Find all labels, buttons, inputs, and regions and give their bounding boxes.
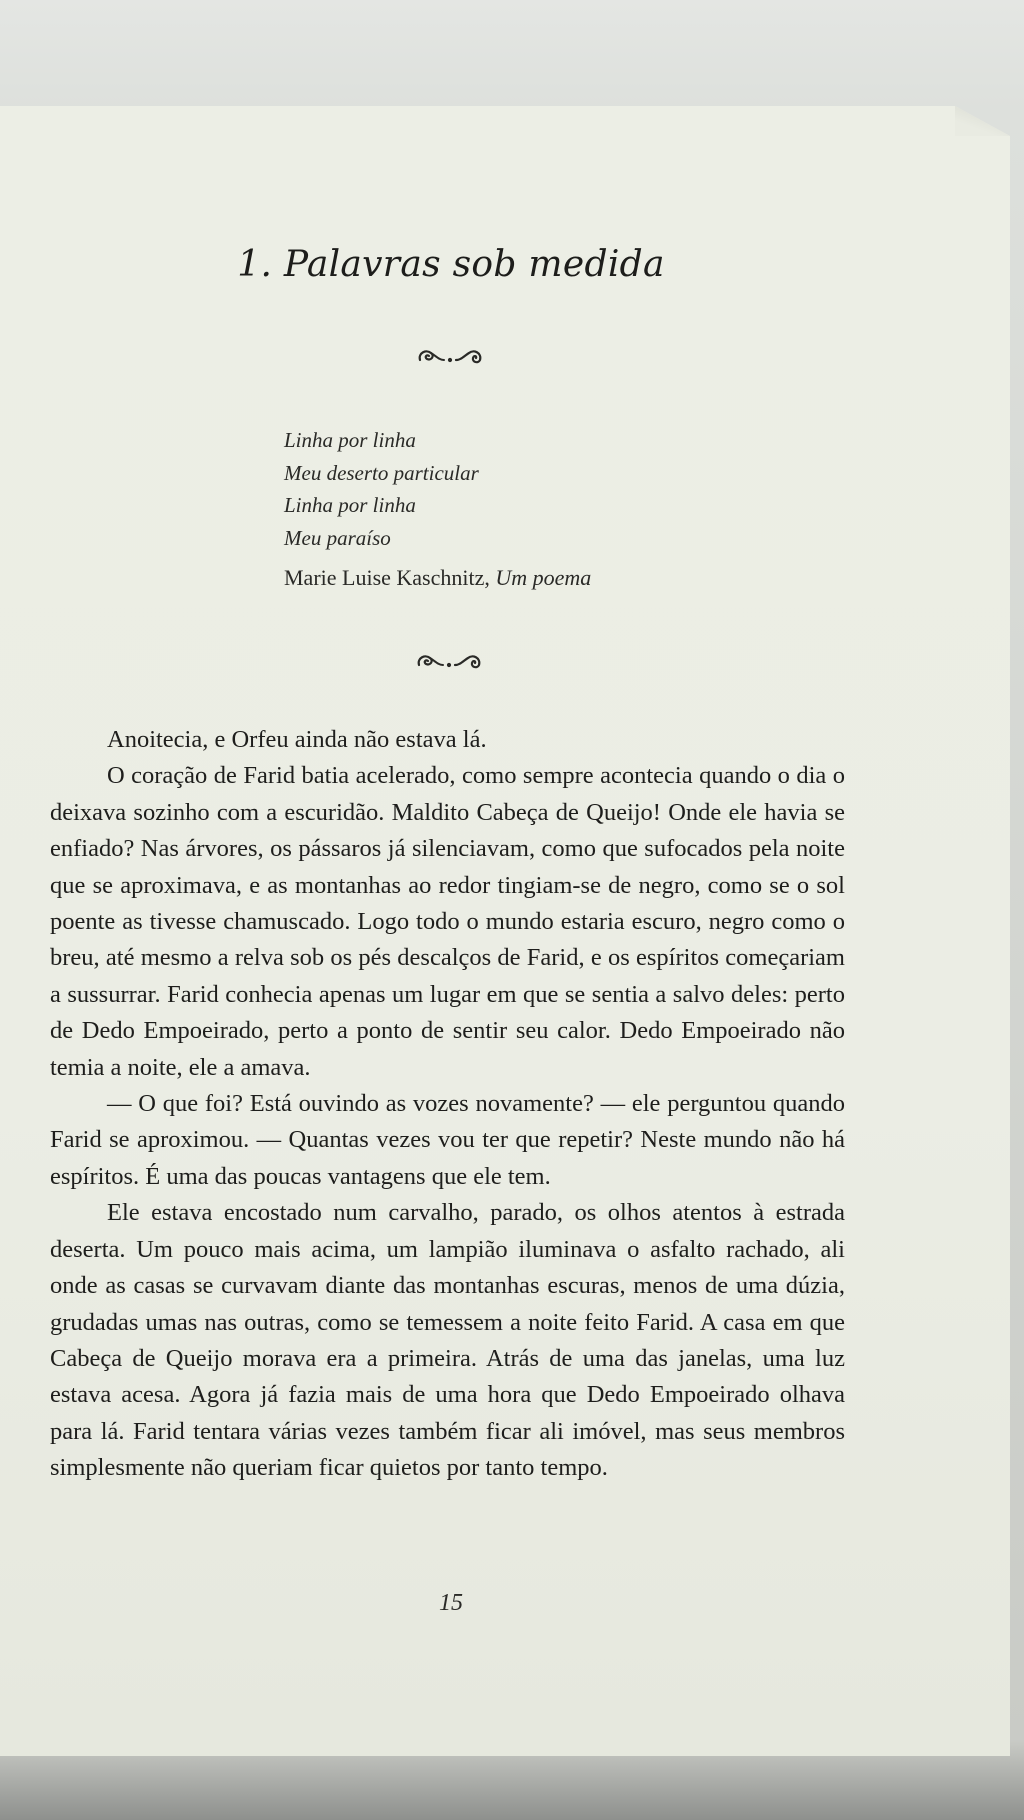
page-number: 15	[439, 1590, 463, 1616]
chapter-title: 1. Palavras sob medida	[237, 244, 665, 285]
epigraph-author: Marie Luise Kaschnitz,	[284, 565, 490, 590]
page-corner-fold	[955, 106, 1010, 136]
epigraph	[284, 424, 804, 594]
body-paragraph: Ele estava encostado num carvalho, parado, os olhos atentos à estrada deserta. Um pouco mais acima, um lampião iluminava o asfalto rachado, ali onde as casas se curvavam diante das montanhas escuras, menos de uma dúzia, grudadas umas nas outras, como se temessem a noite feito Farid. A casa em que Cabeça de Queijo morava era a primeira. Atrás de uma das janelas, uma luz estava acesa. Agora já fazia mais de uma hora que Dedo Empoeirado olhava para lá. Farid tentara várias vezes também ficar ali imóvel, mas seus membros simplesmente não queriam ficar quietos por tanto tempo.	[50, 1199, 845, 1482]
body-paragraph: — O que foi? Está ouvindo as vozes novamente? — ele perguntou quando Farid se aproximou. — Quantas vezes vou ter que repetir? Neste mundo não há espíritos. É uma das poucas vantagens que ele tem.	[50, 1090, 845, 1190]
flourish-ornament-icon	[416, 343, 486, 369]
epigraph-line: Linha por linha	[284, 493, 416, 517]
chapter-body	[50, 722, 845, 1487]
epigraph-line: Meu deserto particular	[284, 460, 479, 485]
epigraph-attribution	[284, 562, 804, 594]
body-paragraph: O coração de Farid batia acelerado, como sempre acontecia quando o dia o deixava sozinho com a escuridão. Maldito Cabeça de Queijo! Onde ele havia se enfiado? Nas árvores, os pássaros já silenciavam, como que sufocados pela noite que se aproximava, e as montanhas ao redor tingiam-se de negro, como se o sol poente as tivesse chamuscado. Logo todo o mundo estaria escuro, negro como o breu, até mesmo a relva sob os pés descalços de Farid, e os espíritos começariam a sussurrar. Farid conhecia apenas um lugar em que se sentia a salvo deles: perto de Dedo Empoeirado, perto a ponto de sentir seu calor. Dedo Empoeirado não temia a noite, ele a amava.	[50, 762, 845, 1081]
epigraph-line: Meu paraíso	[284, 525, 391, 550]
epigraph-line: Linha por linha	[284, 428, 416, 452]
flourish-ornament-icon	[415, 648, 485, 674]
body-paragraph: Anoitecia, e Orfeu ainda não estava lá.	[107, 726, 487, 753]
epigraph-work: Um poema	[495, 565, 592, 590]
